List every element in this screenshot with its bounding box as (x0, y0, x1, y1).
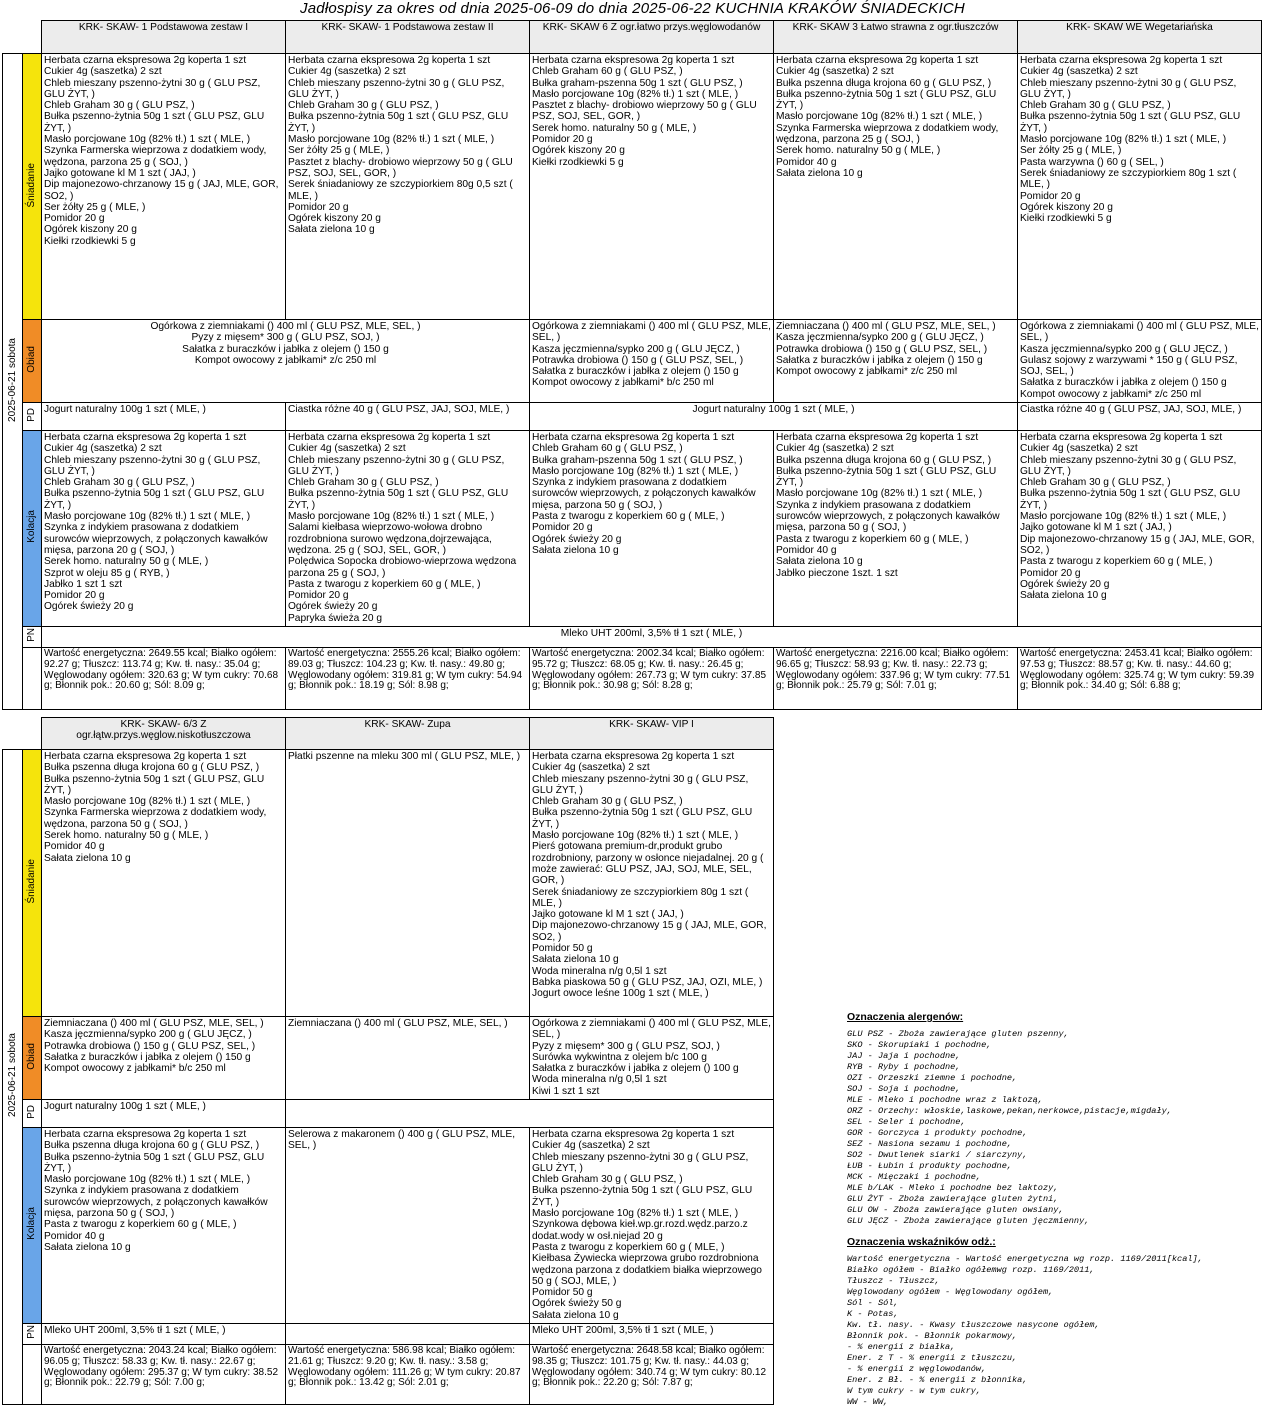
menu-cell: Jogurt naturalny 100g 1 szt ( MLE, ) (530, 403, 1018, 431)
menu-item: Masło porcjowane 10g (82% tł.) 1 szt ( MLE, ) (776, 111, 983, 123)
menu-item: Cukier 4g (saszetka) 2 szt (288, 443, 406, 455)
menu-item: Ogórkowa z ziemniakami () 400 ml ( GLU PSZ, MLE, SEL, ) (532, 321, 771, 344)
menu-item: Herbata czarna ekspresowa 2g koperta 1 szt (776, 55, 979, 66)
menu-item: Cukier 4g (saszetka) 2 szt (44, 66, 162, 78)
menu-cell (1018, 431, 1262, 627)
menu-item: Serek śniadaniowy ze szczypiorkiem 80g 0,5 szt ( MLE, ) (288, 179, 513, 202)
menu-item: Tłuszcz - Tłuszcz, (847, 1276, 940, 1286)
menu-item: Pasta z twarogu z koperkiem 60 g ( MLE, ) (44, 1219, 237, 1231)
menu-item: Sałatka z buraczków i jabłka z olejem () 150 g (776, 354, 983, 366)
menu-item: Ogórek świeży 20 g (1020, 578, 1110, 590)
menu-item: SEL - Seler i pochodne, (847, 1117, 966, 1127)
menu-item: Jabłko 1 szt 1 szt (44, 578, 123, 590)
menu-item: Serek homo. naturalny 50 g ( MLE, ) (776, 145, 941, 157)
menu-item: Kiełki rzodkiewki 5 g (532, 156, 624, 168)
menu-item: Chleb mieszany pszenno-żytni 30 g ( GLU PSZ, GLU ŻYT, ) (1020, 454, 1237, 477)
meal-label-pd: PD (23, 403, 42, 431)
menu-item: Salami kiełbasa wieprzowo-wołowa drobno rozdrobniona surowo wędzona,dojrzewająca, wędzona. 25 g ( SOJ, SEL, GOR, ) (288, 522, 492, 556)
menu-item: Sałatka z buraczków i jabłka z olejem () 100 g (532, 1063, 739, 1075)
menu-item: Szynkowa dębowa kieł.wp.gr.rozd.wędz.parzo.z dodat.wody w osł.niejad 20 g (532, 1219, 748, 1242)
date-label: 2025-06-21 sobota (6, 337, 18, 422)
menu-item: Pomidor 20 g (288, 590, 349, 602)
menu-item: Sałata zielona 10 g (532, 544, 619, 556)
menu-item: Bułka pszenna długa krojona 60 g ( GLU PSZ, ) (776, 454, 992, 466)
menu-cell: Mleko UHT 200ml, 3,5% tł 1 szt ( MLE, ) (42, 627, 1262, 648)
menu-item: Sałatka z buraczków i jabłka z olejem () 150 g (44, 1051, 251, 1063)
menu-cell (286, 1128, 530, 1324)
menu-item: Kasza jęczmienna/sypko 200 g ( GLU JĘCZ, ) (44, 1029, 252, 1041)
menu-item: Chleb Graham 30 g ( GLU PSZ, ) (44, 100, 195, 112)
menu-item: Pasta z twarogu z koperkiem 60 g ( MLE, ) (1020, 556, 1213, 568)
menu-item: Chleb Graham 30 g ( GLU PSZ, ) (532, 1174, 683, 1186)
menu-item: Sałata zielona 10 g (776, 167, 863, 179)
menu-item: Pomidor 20 g (288, 201, 349, 213)
menu-item: Herbata czarna ekspresowa 2g koperta 1 szt (44, 432, 247, 443)
nutrition-cell: Wartość energetyczna: 2649.55 kcal; Białko ogółem: 92.27 g; Tłuszcz: 113.74 g; Kw. tł. nasy.: 35.04 g; Węglowodany ogółem: 320.63 g; W tym cukry: 70.68 g; Błonnik pok.: 20.60 g; Sól: 8.09 g; (42, 648, 286, 710)
menu-item: Herbata czarna ekspresowa 2g koperta 1 szt (1020, 55, 1223, 66)
menu-item: ORZ - Orzechy: włoskie,laskowe,pekan,nerkowce,pistacje,migdały, (847, 1106, 1172, 1116)
menu-item: Serek śniadaniowy ze szczypiorkiem 80g 1 szt ( MLE, ) (532, 886, 749, 909)
menu-item: Chleb Graham 30 g ( GLU PSZ, ) (44, 477, 195, 489)
menu-cell: Jogurt naturalny 100g 1 szt ( MLE, ) (42, 1100, 286, 1128)
nutrition-cell: Wartość energetyczna: 2002.34 kcal; Białko ogółem: 95.72 g; Tłuszcz: 68.05 g; Kw. tł. nasy.: 26.45 g; Węglowodany ogółem: 267.73 g; W tym cukry: 37.85 g; Błonnik pok.: 30.98 g; Sól: 8.28 g; (530, 648, 774, 710)
nutrition-cell: Wartość energetyczna: 2216.00 kcal; Białko ogółem: 96.65 g; Tłuszcz: 58.93 g; Kw. tł. nasy.: 22.73 g; Węglowodany ogółem: 337.96 g; W tym cukry: 77.51 g; Błonnik pok.: 25.79 g; Sól: 7.01 g; (774, 648, 1018, 710)
menu-item: Ser żółty 25 g ( MLE, ) (44, 201, 146, 213)
menu-item: Pasta z twarogu z koperkiem 60 g ( MLE, ) (532, 511, 725, 523)
menu-item: Sałata zielona 10 g (1020, 590, 1107, 602)
diet-header: KRK- SKAW- Zupa (286, 718, 530, 750)
menu-item: Pomidor 40 g (44, 841, 105, 853)
menu-item: W tym cukry - w tym cukry, (847, 1386, 982, 1396)
menu-item: K - Potas, (847, 1309, 899, 1319)
menu-item: Białko ogółem - Białko ogółemwg rozp. 1169/2011, (847, 1265, 1095, 1275)
menu-item: Sałata zielona 10 g (44, 852, 131, 864)
menu-item: SKO - Skorupiaki i pochodne, (847, 1040, 992, 1050)
diet-header: KRK- SKAW 3 Łatwo strawna z ogr.tłuszczów (774, 21, 1018, 54)
menu-item: Kompot owocowy z jabłkami* b/c 250 ml (44, 1063, 226, 1075)
menu-item: SOJ - Soja i pochodne, (847, 1084, 961, 1094)
menu-item: Kompot owocowy z jabłkami* z/c 250 ml (776, 366, 958, 378)
menu-item: Herbata czarna ekspresowa 2g koperta 1 szt (44, 55, 247, 66)
menu-item: Ogórkowa z ziemniakami () 400 ml ( GLU PSZ, MLE, SEL, ) (150, 321, 421, 332)
menu-item: Ogórek świeży 20 g (288, 601, 378, 613)
menu-item: Węglowodany ogółem - Węglowodany ogółem, (847, 1287, 1054, 1297)
legend (847, 1012, 1265, 1408)
menu-item: Kiełki rzodkiewki 5 g (1020, 213, 1112, 225)
menu-item: Szynka Farmerska wieprzowa z dodatkiem wody, wędzona, parzona 50 g ( SOJ, ) (44, 807, 267, 830)
meal-label-sniadanie: Śniadanie (23, 750, 42, 1017)
menu-item: Pomidor 50 g (532, 1287, 593, 1299)
menu-cell (286, 431, 530, 627)
menu-item: WW - WW, (847, 1397, 889, 1407)
menu-item: ŁUB - Łubin i produkty pochodne, (847, 1161, 1013, 1171)
menu-cell (286, 1017, 530, 1100)
menu-item: Herbata czarna ekspresowa 2g koperta 1 szt (44, 751, 247, 762)
nutrition-cell: Wartość energetyczna: 2648.58 kcal; Białko ogółem: 98.35 g; Tłuszcz: 101.75 g; Kw. tł. nasy.: 44.03 g; Węglowodany ogółem: 340.74 g; W tym cukry: 80.12 g; Błonnik pok.: 22.20 g; Sól: 7.87 g; (530, 1345, 774, 1405)
menu-item: Sałata zielona 10 g (288, 224, 375, 236)
menu-item: Masło porcjowane 10g (82% tł.) 1 szt ( MLE, ) (288, 511, 495, 523)
menu-item: Cukier 4g (saszetka) 2 szt (776, 66, 894, 78)
menu-item: - % energii z węglowodanów, (847, 1364, 987, 1374)
menu-item: GLU JĘCZ - Zboża zawierające gluten jęczmienny, (847, 1216, 1090, 1226)
allergens-legend-list (847, 1029, 1265, 1227)
menu-cell (42, 1017, 286, 1100)
menu-item: Sałata zielona 10 g (532, 954, 619, 966)
menu-item: Bułka pszenno-żytnia 50g 1 szt ( GLU PSZ, GLU ŻYT, ) (776, 88, 997, 112)
menu-cell (530, 320, 774, 403)
menu-cell: Mleko UHT 200ml, 3,5% tł 1 szt ( MLE, ) (42, 1324, 286, 1345)
menu-cell (774, 431, 1018, 627)
menu-item: Bułka pszenno-żytnia 50g 1 szt ( GLU PSZ, GLU ŻYT, ) (44, 111, 265, 134)
menu-item: Kasza jęczmienna/sypko 200 g ( GLU JĘCZ, ) (1020, 343, 1228, 355)
menu-cell (1018, 54, 1262, 320)
menu-item: MCK - Mięczaki i pochodne, (847, 1172, 982, 1182)
menu-item: Płatki pszenne na mleku 300 ml ( GLU PSZ, MLE, ) (288, 751, 521, 762)
menu-item: Herbata czarna ekspresowa 2g koperta 1 szt (776, 432, 979, 443)
menu-item: Kw. tł. nasy. - Kwasy tłuszczowe nasycone ogółem, (847, 1320, 1100, 1330)
menu-item: Pomidor 20 g (1020, 190, 1081, 202)
menu-item: Bułka pszenno-żytnia 50g 1 szt ( GLU PSZ, GLU ŻYT, ) (1020, 488, 1241, 511)
menu-item: Szynka z indykiem prasowana z dodatkiem surowców wieprzowych, z połączonych kawałków mięsa, parzona 50 g ( SOJ, ) (776, 499, 1000, 534)
menu-item: Ziemniaczana () 400 ml ( GLU PSZ, MLE, SEL, ) (776, 321, 996, 332)
menu-item: Bułka pszenno-żytnia 50g 1 szt ( GLU PSZ, GLU ŻYT, ) (44, 488, 265, 511)
menu-item: Sałatka z buraczków i jabłka z olejem () 150 g (532, 366, 739, 378)
menu-item: Herbata czarna ekspresowa 2g koperta 1 szt (288, 432, 491, 443)
page-title: Jadłospisy za okres od dnia 2025-06-09 do dnia 2025-06-22 KUCHNIA KRAKÓW ŚNIADECKICH (300, 0, 965, 17)
menu-item: Ogórek świeży 20 g (532, 533, 622, 545)
menu-item: Serek homo. naturalny 50 g ( MLE, ) (44, 556, 209, 568)
menu-item: Masło porcjowane 10g (82% tł.) 1 szt ( MLE, ) (44, 134, 251, 146)
menu-item: Chleb Graham 30 g ( GLU PSZ, ) (532, 796, 683, 808)
menu-item: Chleb mieszany pszenno-żytni 30 g ( GLU PSZ, GLU ŻYT, ) (532, 773, 749, 796)
indicators-legend-list (847, 1254, 1265, 1408)
menu-item: Masło porcjowane 10g (82% tł.) 1 szt ( MLE, ) (532, 830, 739, 842)
menu-item: Sól - Sól, (847, 1298, 899, 1308)
menu-item: Kasza jęczmienna/sypko 200 g ( GLU JĘCZ, ) (532, 343, 740, 355)
menu-item: OZI - Orzeszki ziemne i pochodne, (847, 1073, 1018, 1083)
menu-item: Chleb Graham 60 g ( GLU PSZ, ) (532, 443, 683, 455)
menu-item: Ziemniaczana () 400 ml ( GLU PSZ, MLE, SEL, ) (288, 1018, 508, 1029)
menu-item: Jajko gotowane kl M 1 szt ( JAJ, ) (44, 167, 196, 179)
nutrition-cell: Wartość energetyczna: 2555.26 kcal; Białko ogółem: 89.03 g; Tłuszcz: 104.23 g; Kw. tł. nasy.: 49.80 g; Węglowodany ogółem: 319.81 g; W tym cukry: 54.94 g; Błonnik pok.: 18.19 g; Sól: 8.98 g; (286, 648, 530, 710)
menu-item: Jabłko pieczone 1szt. 1 szt (776, 567, 898, 579)
menu-item: Masło porcjowane 10g (82% tł.) 1 szt ( MLE, ) (532, 88, 739, 100)
menu-item: Pomidor 20 g (532, 134, 593, 146)
menu-item: Potrawka drobiowa () 150 g ( GLU PSZ, SEL, ) (44, 1040, 256, 1052)
indicators-legend-title: Oznaczenia wskaźników odż.: (847, 1236, 996, 1248)
menu-item: GOR - Gorczyca i produkty pochodne, (847, 1128, 1028, 1138)
menu-item: Pomidor 20 g (1020, 567, 1081, 579)
menu-item: Kompot owocowy z jabłkami* b/c 250 ml (532, 377, 714, 389)
menu-item: Sałata zielona 10 g (776, 556, 863, 568)
menu-item: Woda mineralna n/g 0,5l 1 szt (532, 1074, 667, 1086)
menu-item: Herbata czarna ekspresowa 2g koperta 1 szt (532, 55, 735, 66)
nutrition-cell: Wartość energetyczna: 586.98 kcal; Białko ogółem: 21.61 g; Tłuszcz: 9.20 g; Kw. tł. nasy.: 3.58 g; Węglowodany ogółem: 111.26 g; W tym cukry: 20.87 g; Błonnik pok.: 13.42 g; Sól: 2.01 g; (286, 1345, 530, 1405)
menu-item: Papryka świeża 20 g (288, 612, 383, 624)
menu-cell (530, 1017, 774, 1100)
diet-header: KRK- SKAW 6 Z ogr.łatwo przys.węglowodanów (530, 21, 774, 54)
menu-item: Szynka z indykiem prasowana z dodatkiem surowców wieprzowych, z połączonych kawałków mięsa, parzona 20 g ( SOJ, ) (44, 522, 268, 556)
menu-item: Bułka pszenno-żytnia 50g 1 szt ( GLU PSZ, GLU ŻYT, ) (288, 488, 509, 511)
menu-cell: Ciastka różne 40 g ( GLU PSZ, JAJ, SOJ, MLE, ) (286, 403, 530, 431)
menu-item: Szynka Farmerska wieprzowa z dodatkiem wody, wędzona, parzona 25 g ( SOJ, ) (44, 145, 267, 168)
meal-label-pd: PD (23, 1100, 42, 1128)
menu-item: Pasztet z blachy- drobiowo wieprzowy 50 g ( GLU PSZ, SOJ, SEL, GOR, ) (288, 156, 513, 179)
menu-cell (42, 431, 286, 627)
menu-item: Pomidor 40 g (776, 544, 837, 556)
menu-item: Cukier 4g (saszetka) 2 szt (1020, 66, 1138, 78)
allergens-legend-title: Oznaczenia alergenów: (847, 1011, 964, 1023)
menu-cell (42, 320, 530, 403)
menu-item: Gulasz sojowy z warzywami * 150 g ( GLU PSZ, SOJ, SEL, ) (1020, 354, 1238, 378)
menu-item: Pasta warzywna () 60 g ( SEL, ) (1020, 156, 1164, 168)
menu-item: Chleb mieszany pszenno-żytni 30 g ( GLU PSZ, GLU ŻYT, ) (532, 1151, 749, 1174)
menu-item: Serek homo. naturalny 50 g ( MLE, ) (532, 122, 697, 134)
menu-item: Polędwica Sopocka drobiowo-wieprzowa wędzona parzona 25 g ( SOJ, ) (288, 556, 517, 579)
menu-item: MLE - Mleko i pochodne wraz z laktozą, (847, 1095, 1043, 1105)
menu-item: Selerowa z makaronem () 400 g ( GLU PSZ, MLE, SEL, ) (288, 1129, 516, 1152)
menu-item: Cukier 4g (saszetka) 2 szt (288, 66, 406, 78)
menu-item: Ogórek kiszony 20 g (1020, 201, 1113, 213)
menu-cell (42, 750, 286, 1017)
menu-item: Chleb mieszany pszenno-żytni 30 g ( GLU PSZ, GLU ŻYT, ) (288, 454, 505, 477)
menu-item: Chleb mieszany pszenno-żytni 30 g ( GLU PSZ, GLU ŻYT, ) (44, 454, 261, 477)
menu-item: Cukier 4g (saszetka) 2 szt (532, 1140, 650, 1152)
menu-item: Masło porcjowane 10g (82% tł.) 1 szt ( MLE, ) (1020, 511, 1227, 523)
menu-item: Bułka pszenno-żytnia 50g 1 szt ( GLU PSZ, GLU ŻYT, ) (776, 465, 997, 489)
menu-item: Kiwi 1 szt 1 szt (532, 1085, 600, 1097)
menu-item: Cukier 4g (saszetka) 2 szt (532, 762, 650, 774)
menu-item: MLE b/LAK - Mleko i pochodne bez laktozy, (847, 1183, 1059, 1193)
menu-item: - % energii z białka, (847, 1342, 956, 1352)
menu-item: Pasta z twarogu z koperkiem 60 g ( MLE, ) (532, 1241, 725, 1253)
menu-item: Masło porcjowane 10g (82% tł.) 1 szt ( MLE, ) (44, 796, 251, 808)
menu-item: Jajko gotowane kl M 1 szt ( JAJ, ) (1020, 522, 1172, 534)
date-cell (3, 54, 23, 710)
menu-cell (286, 1100, 774, 1128)
menu-item: Szynka Farmerska wieprzowa z dodatkiem wody, wędzona, parzona 25 g ( SOJ, ) (776, 122, 999, 146)
menu-item: Chleb mieszany pszenno-żytni 30 g ( GLU PSZ, GLU ŻYT, ) (44, 77, 261, 100)
menu-cell (42, 1128, 286, 1324)
meal-label-obiad: Obiad (23, 320, 42, 403)
menu-item: Kiełbasa Żywiecka wieprzowa grubo rozdrobniona wędzona parzona z dodatkiem białka wieprzowego 50 g ( SOJ, MLE, ) (532, 1253, 762, 1287)
meal-label-kolacja: Kolacja (23, 1128, 42, 1324)
menu-item: Woda mineralna n/g 0,5l 1 szt (532, 965, 667, 977)
menu-item: Ogórkowa z ziemniakami () 400 ml ( GLU PSZ, MLE, SEL, ) (1020, 321, 1259, 344)
menu-cell (530, 750, 774, 1017)
menu-item: Kompot owocowy z jabłkami* z/c 250 ml (194, 354, 377, 366)
menu-item: Masło porcjowane 10g (82% tł.) 1 szt ( MLE, ) (44, 1174, 251, 1186)
menu-item: Kompot owocowy z jabłkami* z/c 250 ml (1020, 388, 1202, 400)
diet-header: KRK- SKAW WE Wegetariańska (1018, 21, 1262, 54)
menu-item: Herbata czarna ekspresowa 2g koperta 1 szt (288, 55, 491, 66)
menu-item: Bułka pszenno-żytnia 50g 1 szt ( GLU PSZ, GLU ŻYT, ) (288, 111, 509, 134)
menu-item: Potrawka drobiowa () 150 g ( GLU PSZ, SEL, ) (532, 354, 744, 366)
nutrition-cell: Wartość energetyczna: 2453.41 kcal; Białko ogółem: 97.53 g; Tłuszcz: 88.57 g; Kw. tł. nasy.: 44.60 g; Węglowodany ogółem: 325.74 g; W tym cukry: 59.39 g; Błonnik pok.: 34.40 g; Sól: 6.88 g; (1018, 648, 1262, 710)
menu-item: Pyzy z mięsem* 300 g ( GLU PSZ, SOJ, ) (532, 1040, 720, 1052)
menu-item: RYB - Ryby i pochodne, (847, 1062, 961, 1072)
menu-item: Sałata zielona 10 g (532, 1309, 619, 1321)
menu-item: Masło porcjowane 10g (82% tł.) 1 szt ( MLE, ) (1020, 134, 1227, 146)
menu-item: Ogórek świeży 50 g (532, 1298, 622, 1310)
menu-item: Sałatka z buraczków i jabłka z olejem () 150 g (1020, 377, 1227, 389)
menu-item: Pasztet z blachy- drobiowo wieprzowy 50 g ( GLU PSZ, SOJ, SEL, GOR, ) (532, 100, 757, 123)
menu-item: Pomidor 40 g (776, 156, 837, 168)
menu-cell (286, 1324, 530, 1345)
menu-item: Kasza jęczmienna/sypko 200 g ( GLU JĘCZ, ) (776, 332, 984, 344)
menu-item: Serek śniadaniowy ze szczypiorkiem 80g 1 szt ( MLE, ) (1020, 167, 1237, 191)
menu-cell (1018, 320, 1262, 403)
menu-item: Szprot w oleju 85 g ( RYB, ) (44, 567, 170, 579)
menu-item: Pomidor 20 g (532, 522, 593, 534)
menu-cell: Mleko UHT 200ml, 3,5% tł 1 szt ( MLE, ) (530, 1324, 774, 1345)
menu-item: Ogórkowa z ziemniakami () 400 ml ( GLU PSZ, MLE, SEL, ) (532, 1018, 771, 1041)
menu-item: Pyzy z mięsem* 300 g ( GLU PSZ, SOJ, ) (191, 332, 380, 344)
menu-item: SO2 - Dwutlenek siarki / siarczyny, (847, 1150, 1028, 1160)
menu-item: Masło porcjowane 10g (82% tł.) 1 szt ( MLE, ) (532, 465, 739, 477)
menu-cell (286, 750, 530, 1017)
menu-item: Chleb Graham 30 g ( GLU PSZ, ) (288, 100, 439, 112)
menu-item: Bułka pszenno-żytnia 50g 1 szt ( GLU PSZ, GLU ŻYT, ) (44, 1151, 265, 1174)
menu-item: Chleb Graham 30 g ( GLU PSZ, ) (288, 477, 439, 489)
menu-item: Cukier 4g (saszetka) 2 szt (44, 443, 162, 455)
menu-item: Szynka z indykiem prasowana z dodatkiem surowców wieprzowych, z połączonych kawałków mięsa, parzona 50 g ( SOJ, ) (44, 1185, 268, 1220)
menu-item: Ogórek kiszony 20 g (288, 213, 381, 225)
menu-item: Ser żółty 25 g ( MLE, ) (1020, 145, 1122, 157)
menu-item: GLU OW - Zboża zawierające gluten owsiany, (847, 1205, 1064, 1215)
menu-item: Cukier 4g (saszetka) 2 szt (776, 443, 894, 455)
menu-item: Bułka pszenna długa krojona 60 g ( GLU PSZ, ) (44, 762, 260, 774)
menu-item: Herbata czarna ekspresowa 2g koperta 1 szt (44, 1129, 247, 1140)
menu-item: Chleb Graham 60 g ( GLU PSZ, ) (532, 66, 683, 78)
menu-item: Sałata zielona 10 g (44, 1241, 131, 1253)
date-cell (3, 750, 23, 1405)
menu-item: Szynka z indykiem prasowana z dodatkiem surowców wieprzowych, z połączonych kawałków mięsa, parzona 50 g ( SOJ, ) (532, 477, 756, 511)
menu-cell (530, 54, 774, 320)
menu-item: Ogórek kiszony 20 g (44, 224, 137, 236)
menu-item: Chleb mieszany pszenno-żytni 30 g ( GLU PSZ, GLU ŻYT, ) (288, 77, 505, 100)
date-label: 2025-06-21 sobota (6, 1033, 18, 1118)
menu-item: Babka piaskowa 50 g ( GLU PSZ, JAJ, OZI, MLE, ) (532, 976, 763, 988)
menu-cell (42, 54, 286, 320)
menu-item: Chleb Graham 30 g ( GLU PSZ, ) (1020, 477, 1171, 489)
menu-item: Dip majonezowo-chrzanowy 15 g ( JAJ, MLE, GOR, SO2, ) (1020, 533, 1255, 556)
menu-item: Bułka pszenno-żytnia 50g 1 szt ( GLU PSZ, GLU ŻYT, ) (1020, 111, 1241, 134)
menu-item: Jajko gotowane kl M 1 szt ( JAJ, ) (532, 909, 684, 921)
menu-item: Ener. z Bł. - % energii z błonnika, (847, 1375, 1028, 1385)
menu-item: Pomidor 20 g (44, 213, 105, 225)
menu-item: Masło porcjowane 10g (82% tł.) 1 szt ( MLE, ) (532, 1208, 739, 1220)
menu-item: Pasta z twarogu z koperkiem 60 g ( MLE, ) (776, 533, 969, 545)
menu-item: Bułka pszenno-żytnia 50g 1 szt ( GLU PSZ, GLU ŻYT, ) (44, 773, 265, 796)
menu-item: Bułka graham-pszenna 50g 1 szt ( GLU PSZ, ) (532, 77, 743, 89)
menu-item: Herbata czarna ekspresowa 2g koperta 1 szt (532, 432, 735, 443)
menu-item: Bułka graham-pszenna 50g 1 szt ( GLU PSZ, ) (532, 454, 743, 466)
nutrition-cell: Wartość energetyczna: 2043.24 kcal; Białko ogółem: 96.05 g; Tłuszcz: 58.33 g; Kw. tł. nasy.: 22.67 g; Węglowodany ogółem: 295.37 g; W tym cukry: 38.52 g; Błonnik pok.: 22.79 g; Sól: 7.00 g; (42, 1345, 286, 1405)
menu-item: Pomidor 50 g (532, 943, 593, 955)
menu-item: Herbata czarna ekspresowa 2g koperta 1 szt (532, 751, 735, 762)
menu-item: Ogórek kiszony 20 g (532, 145, 625, 157)
menu-item: Cukier 4g (saszetka) 2 szt (1020, 443, 1138, 455)
menu-item: Bułka pszenna długa krojona 60 g ( GLU PSZ, ) (776, 77, 992, 89)
menu-item: Sałatka z buraczków i jabłka z olejem () 150 g (182, 343, 389, 355)
menu-cell: Ciastka różne 40 g ( GLU PSZ, JAJ, SOJ, MLE, ) (1018, 403, 1262, 431)
meal-label-sniadanie: Śniadanie (23, 54, 42, 320)
meal-label-obiad: Obiad (23, 1017, 42, 1100)
meal-label-pn: PN (23, 1324, 42, 1345)
menu-item: Dip majonezowo-chrzanowy 15 g ( JAJ, MLE, GOR, SO2, ) (532, 920, 767, 943)
menu-item: GLU ŻYT - Zboża zawierające gluten żytni, (847, 1194, 1059, 1204)
menu-table-2 (2, 717, 774, 1405)
diet-header: KRK- SKAW- 6/3 Z ogr.łątw.przys.węglow.niskotłuszczowa (42, 718, 286, 750)
menu-item: GLU PSZ - Zboża zawierające gluten pszenny, (847, 1029, 1069, 1039)
menu-item: Dip majonezowo-chrzanowy 15 g ( JAJ, MLE, GOR, SO2, ) (44, 179, 279, 202)
menu-item: Serek homo. naturalny 50 g ( MLE, ) (44, 830, 209, 842)
diet-header: KRK- SKAW- 1 Podstawowa zestaw I (42, 21, 286, 54)
menu-item: Pomidor 40 g (44, 1230, 105, 1242)
menu-item: Pierś gotowana premium-dr,produkt grubo rozdrobniony, parzony w osłonce niejadalnej. 20 g ( może zawierać: GLU PSZ, JAJ, SOJ, MLE, SEL, GOR, ) (532, 841, 764, 887)
menu-item: Kiełki rzodkiewki 5 g (44, 235, 136, 247)
meal-label-kolacja: Kolacja (23, 431, 42, 627)
menu-item: Bułka pszenno-żytnia 50g 1 szt ( GLU PSZ, GLU ŻYT, ) (532, 807, 753, 830)
menu-cell (530, 1128, 774, 1324)
menu-item: JAJ - Jaja i pochodne, (847, 1051, 961, 1061)
menu-item: Herbata czarna ekspresowa 2g koperta 1 szt (532, 1129, 735, 1140)
menu-cell (774, 320, 1018, 403)
meal-label-pn: PN (23, 627, 42, 648)
menu-cell (286, 54, 530, 320)
menu-item: Ogórek świeży 20 g (44, 601, 134, 613)
menu-item: Masło porcjowane 10g (82% tł.) 1 szt ( MLE, ) (776, 488, 983, 500)
menu-item: Ener. z T - % energii z tłuszczu, (847, 1353, 1018, 1363)
menu-item: Surówka wykwintna z olejem b/c 100 g (532, 1051, 707, 1063)
menu-item: Masło porcjowane 10g (82% tł.) 1 szt ( MLE, ) (44, 511, 251, 523)
menu-item: Chleb mieszany pszenno-żytni 30 g ( GLU PSZ, GLU ŻYT, ) (1020, 77, 1237, 100)
menu-item: Błonnik pok. - Błonnik pokarmowy, (847, 1331, 1018, 1341)
menu-item: SEZ - Nasiona sezamu i pochodne, (847, 1139, 1013, 1149)
menu-cell (774, 54, 1018, 320)
menu-item: Ziemniaczana () 400 ml ( GLU PSZ, MLE, SEL, ) (44, 1018, 264, 1029)
menu-cell (530, 431, 774, 627)
diet-header: KRK- SKAW- 1 Podstawowa zestaw II (286, 21, 530, 54)
menu-item: Pomidor 20 g (44, 590, 105, 602)
menu-item: Ser żółty 25 g ( MLE, ) (288, 145, 390, 157)
menu-item: Bułka pszenna długa krojona 60 g ( GLU PSZ, ) (44, 1140, 260, 1152)
menu-item: Potrawka drobiowa () 150 g ( GLU PSZ, SEL, ) (776, 343, 988, 355)
menu-item: Bułka pszenno-żytnia 50g 1 szt ( GLU PSZ, GLU ŻYT, ) (532, 1185, 753, 1208)
menu-item: Wartość energetyczna - Wartość energetyczna wg rozp. 1169/2011[kcal], (847, 1254, 1203, 1264)
menu-item: Masło porcjowane 10g (82% tł.) 1 szt ( MLE, ) (288, 134, 495, 146)
menu-item: Jogurt owoce leśne 100g 1 szt ( MLE, ) (532, 988, 709, 1000)
menu-cell: Jogurt naturalny 100g 1 szt ( MLE, ) (42, 403, 286, 431)
menu-table-1 (2, 20, 1262, 710)
menu-item: Herbata czarna ekspresowa 2g koperta 1 szt (1020, 432, 1223, 443)
diet-header: KRK- SKAW- VIP I (530, 718, 774, 750)
menu-item: Pasta z twarogu z koperkiem 60 g ( MLE, ) (288, 578, 481, 590)
menu-item: Chleb Graham 30 g ( GLU PSZ, ) (1020, 100, 1171, 112)
